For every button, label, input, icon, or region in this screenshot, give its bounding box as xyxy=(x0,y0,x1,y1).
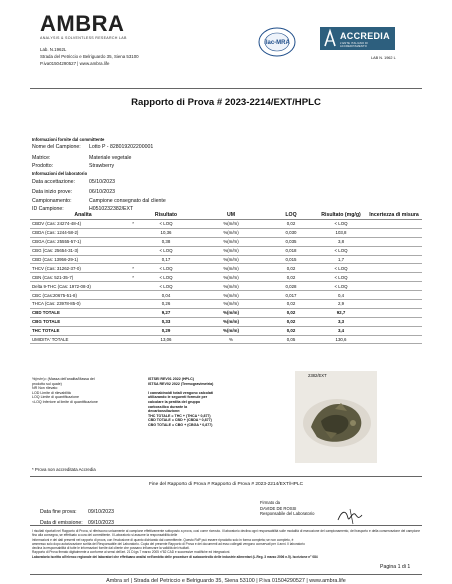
sampling-value: Campione consegnato dal cliente xyxy=(89,198,166,204)
legal-notice xyxy=(32,529,420,559)
product-label: Prodotto: xyxy=(32,163,54,169)
analyte-name: CBD TOTALE xyxy=(32,310,60,316)
cell-result: 0,33 xyxy=(136,317,196,326)
accredia-logo xyxy=(320,27,395,50)
cell-uncertainty xyxy=(366,273,422,282)
legal-line: I risultati riportati nel Rapporto di Prova, si riferiscono unicamente al campione effettivamente sottoposto a prova, così come ricevuto. Il laboratorio declina ogni responsabilità sulle modalità di esecuzione del campionamento, del trasporto e della conservazione del campione fino alla consegna, se effettuato a cura del committente. Il Laboratorio si assume la responsabilità delle xyxy=(32,529,420,538)
matrix-value: Materiale vegetale xyxy=(89,155,132,161)
method-line: ISTSEI REV01 2022 (HPLC) xyxy=(148,377,194,381)
accredia-mark-icon xyxy=(322,27,338,50)
cell-unit: %(m/m) xyxy=(196,237,266,246)
cell-loq: 0,02 xyxy=(266,273,316,282)
cell-loq: 0,02 xyxy=(266,220,316,229)
method-line: CBG TOTALE = CBG + (CBGA * 0,877) xyxy=(148,422,213,427)
legal-line: Laboratorio iscritto all'elenco regionale dei laboratori che effettuano analisi nell'ambito delle procedure di autocontrollo delle industrie alimentari (L.Reg. 3 marzo 2006 n.5). Iscrizione n° 084 xyxy=(32,554,318,559)
method-line: I cannabinoidi totali vengono calcolati xyxy=(148,390,214,395)
cell-result-mg: 2,9 xyxy=(316,300,366,309)
cell-analyte xyxy=(30,282,136,291)
cell-analyte xyxy=(30,300,136,309)
table-row xyxy=(30,317,422,326)
cell-loq: 0,015 xyxy=(266,255,316,264)
cell-uncertainty xyxy=(366,300,422,309)
cell-analyte xyxy=(30,264,136,273)
cell-uncertainty xyxy=(366,308,422,317)
cell-loq: 0,02 xyxy=(266,317,316,326)
table-row xyxy=(30,273,422,282)
cell-uncertainty xyxy=(366,335,422,344)
cell-result-mg: 92,7 xyxy=(316,308,366,317)
cell-result-mg: < LOQ xyxy=(316,282,366,291)
sample-name-label: Nome del Campione: xyxy=(32,144,81,150)
ilac-mra-logo xyxy=(257,25,297,61)
cell-loq: 0,05 xyxy=(266,335,316,344)
cell-result: < LOQ xyxy=(136,282,196,291)
method-line: CBD TOTALE = CBD + (CBDA * 0,877) xyxy=(148,418,212,423)
cell-result: 0,04 xyxy=(136,291,196,300)
note-line: prodotto sul quale) xyxy=(32,381,62,386)
cell-uncertainty xyxy=(366,282,422,291)
cell-uncertainty xyxy=(366,264,422,273)
notes-methods xyxy=(148,377,258,428)
cell-unit: %(m/m) xyxy=(196,273,266,282)
cell-loq: 0,02 xyxy=(266,308,316,317)
analyte-name: THCA (Cas: 23978-85-0) xyxy=(32,301,81,307)
handwritten-signature xyxy=(336,506,366,526)
cell-loq: 0,02 xyxy=(266,300,316,309)
cell-uncertainty xyxy=(366,237,422,246)
col-analyte: Analita xyxy=(30,211,136,220)
report-title: Rapporto di Prova # 2023-2214/EXT/HPLC xyxy=(131,97,321,108)
cell-unit: %(m/m) xyxy=(196,246,266,255)
acceptance-date-value: 05/10/2023 xyxy=(89,179,115,185)
sampling-label: Campionamento: xyxy=(32,198,72,204)
analyte-name: THC TOTALE xyxy=(32,328,60,334)
non-accredited-mark: * xyxy=(132,265,134,271)
cell-analyte xyxy=(30,220,136,229)
table-row xyxy=(30,255,422,264)
lab-address: Strada del Petriccio e Belriguardo 35, Siena 53100 xyxy=(40,54,139,59)
col-loq: LOQ xyxy=(266,211,316,220)
sample-photo xyxy=(295,371,377,463)
table-row xyxy=(30,228,422,237)
cell-uncertainty xyxy=(366,317,422,326)
cell-unit: %(m/m) xyxy=(196,228,266,237)
signature-line1: Firmato da xyxy=(260,500,281,505)
table-row xyxy=(30,264,422,273)
end-of-report-line: Fine del Rapporto di Prova # Rapporto di Prova # 2023-2214/EXT/HPLC xyxy=(148,482,304,487)
cell-analyte xyxy=(30,228,136,237)
lab-contact: P.iva01504290527 | www.ambra.life xyxy=(40,61,110,66)
cell-analyte xyxy=(30,326,136,335)
analyte-name: CBN (Cas: 521-35-7) xyxy=(32,274,74,280)
note-line: NR Non rilevato xyxy=(32,386,58,391)
cell-result: 0,26 xyxy=(136,300,196,309)
results-table xyxy=(30,211,422,344)
photo-label: 2382/EXT xyxy=(308,373,327,378)
method-line: ISTSA REV02 2022 (Termogravimetria) xyxy=(148,381,214,386)
signature-block xyxy=(260,500,314,517)
table-row xyxy=(30,300,422,309)
cell-result-mg: < LOQ xyxy=(316,273,366,282)
table-row xyxy=(30,308,422,317)
method-line: carbossilico durante la xyxy=(148,404,188,409)
issue-date-value: 09/10/2023 xyxy=(88,520,114,526)
cell-result: < LOQ xyxy=(136,246,196,255)
analyte-name: CBDA (Cas: 1244-58-2) xyxy=(32,230,79,236)
notes-divider xyxy=(30,476,422,477)
table-row xyxy=(30,246,422,255)
cell-unit: %(m/m) xyxy=(196,300,266,309)
header-divider xyxy=(30,88,422,89)
cell-unit: %(m/m) xyxy=(196,220,266,229)
cell-loq: 0,018 xyxy=(266,246,316,255)
cell-uncertainty xyxy=(366,291,422,300)
cell-result: 0,38 xyxy=(136,237,196,246)
ambra-logo: AMBRA xyxy=(40,11,125,36)
analyte-name: Delta 9-THC (Cas: 1972-08-3) xyxy=(32,283,91,289)
table-row xyxy=(30,237,422,246)
cell-unit: %(m/m) xyxy=(196,291,266,300)
analyte-name: CBGA (Cas: 25555-57-1) xyxy=(32,239,82,245)
matrix-label: Matrice: xyxy=(32,155,51,161)
lab-number: Lab. N.1962L xyxy=(40,47,67,52)
cell-loq: 0,030 xyxy=(266,228,316,237)
cell-loq: 0,028 xyxy=(266,282,316,291)
note-line: %(m/m)= (Massa dell'analita/Massa del xyxy=(32,377,95,381)
product-value: Strawberry xyxy=(89,163,115,169)
cell-unit: %(m/m) xyxy=(196,255,266,264)
accreditation-footnote: * Prova non accreditata Accredia xyxy=(32,467,96,472)
cell-result: 13,06 xyxy=(136,335,196,344)
cell-unit: %(m/m) xyxy=(196,317,266,326)
cell-result: < LOQ xyxy=(136,273,196,282)
analyte-name: CBD (Cas: 13956-29-1) xyxy=(32,257,79,262)
client-info-heading: Informazioni fornite dal committente xyxy=(32,137,105,142)
lab-address-block xyxy=(40,46,139,67)
cell-unit: %(m/m) xyxy=(196,282,266,291)
cell-result-mg: 3,8 xyxy=(316,237,366,246)
cell-analyte xyxy=(30,291,136,300)
start-date-label: Data inizio prove: xyxy=(32,189,73,195)
cell-analyte xyxy=(30,246,136,255)
accredia-subtitle: L'ENTE ITALIANO DI ACCREDITAMENTO xyxy=(340,42,369,48)
end-date-label: Data fine prova: xyxy=(40,509,77,515)
cell-analyte xyxy=(30,273,136,282)
sample-name-value: Lotto P - 828019202200001 xyxy=(89,144,154,150)
cell-uncertainty xyxy=(366,220,422,229)
cell-uncertainty xyxy=(366,246,422,255)
cell-result-mg: 130,6 xyxy=(316,335,366,344)
note-line: LOQ Limite di quantificazione xyxy=(32,395,79,400)
end-date-value: 09/10/2023 xyxy=(88,509,114,515)
cell-analyte xyxy=(30,255,136,264)
cell-analyte xyxy=(30,237,136,246)
non-accredited-mark: * xyxy=(132,274,134,280)
page-footer: Ambra srl | Strada del Petriccio e Belriguardo 35, Siena 53100 | P.iva 01504290527 | www.ambra.life xyxy=(106,578,346,584)
table-row xyxy=(30,220,422,229)
sample-id-label: ID Campione: xyxy=(32,206,64,212)
cell-result-mg: 3,3 xyxy=(316,317,366,326)
col-result-mg: Risultato (mg/g) xyxy=(316,211,366,220)
analyte-name: UMIDITA' TOTALE xyxy=(32,337,69,343)
legal-divider xyxy=(30,525,422,526)
cell-result: 0,29 xyxy=(136,326,196,335)
ilac-logo-text: ilac-MRA xyxy=(264,40,290,46)
cell-loq: 0,035 xyxy=(266,237,316,246)
cell-analyte xyxy=(30,317,136,326)
acceptance-date-label: Data accettazione: xyxy=(32,179,75,185)
page-number: Pagina 1 di 1 xyxy=(380,564,411,570)
cell-unit: %(m/m) xyxy=(196,308,266,317)
lab-info-heading: Informazioni del laboratorio xyxy=(32,171,88,176)
col-unit: UM xyxy=(196,211,266,220)
cell-analyte xyxy=(30,308,136,317)
cell-uncertainty xyxy=(366,326,422,335)
note-line: <LOQ Inferiore al limite di quantificazione xyxy=(32,399,98,404)
sample-id-value: H0510232382/EXT xyxy=(89,206,134,212)
table-row xyxy=(30,326,422,335)
signature-name: DAVIDE DE ROSSI xyxy=(260,505,297,511)
method-line: utilizzando le seguenti formule per xyxy=(148,395,208,400)
col-result: Risultato xyxy=(136,211,196,220)
cell-loq: 0,02 xyxy=(266,264,316,273)
col-uncertainty: Incertezza di misura xyxy=(366,211,422,220)
cell-result-mg: 103,8 xyxy=(316,228,366,237)
cell-uncertainty xyxy=(366,228,422,237)
method-line: THC TOTALE = THC + (THCA * 0,877) xyxy=(148,413,211,418)
cell-uncertainty xyxy=(366,255,422,264)
cell-result: < LOQ xyxy=(136,220,196,229)
cell-result-mg: 0,4 xyxy=(316,291,366,300)
cell-result: 10,36 xyxy=(136,228,196,237)
cell-result: 0,17 xyxy=(136,255,196,264)
table-row xyxy=(30,335,422,344)
accredia-lab-number: LAB N. 1962 L xyxy=(371,56,396,60)
cell-result-mg: < LOQ xyxy=(316,264,366,273)
cell-result-mg: < LOQ xyxy=(316,246,366,255)
legal-line: declina la responsabilità di tutte le informazioni fornite dal cliente che possano influenzare la validità dei risultati. xyxy=(32,546,190,551)
signature-role: Responsabile del Laboratorio xyxy=(260,511,315,517)
table-header-row xyxy=(30,211,422,220)
cell-result-mg: 1,7 xyxy=(316,255,366,264)
accredia-name: ACCREDIA xyxy=(340,31,390,41)
cell-unit: %(m/m) xyxy=(196,326,266,335)
cell-unit: % xyxy=(196,335,266,344)
cell-result: < LOQ xyxy=(136,264,196,273)
cell-loq: 0,02 xyxy=(266,326,316,335)
analyte-name: CBDV (Cas: 24274-48-4) xyxy=(32,221,82,227)
notes-legend xyxy=(32,377,140,405)
analyte-name: CBG (Cas: 25654-31-3) xyxy=(32,248,79,254)
cell-loq: 0,017 xyxy=(266,291,316,300)
table-row xyxy=(30,291,422,300)
cell-analyte xyxy=(30,335,136,344)
legal-line: Rapporto di Prova firmato digitalmente a conforme ai sensi dell'art. 21 D.lgs 7 marzo 2005 n°82 CAD e successive modifiche ed integrazioni. xyxy=(32,550,231,555)
legal-line: informazioni e dei dati presenti nel rapporto di prova, con l'esclusione di quanto dichiarato dal committente. Questo RdP può essere riprodotto solo in forma completa; se non completo, è xyxy=(32,537,294,542)
cell-result-mg: 3,4 xyxy=(316,326,366,335)
non-accredited-mark: * xyxy=(132,221,134,227)
cell-unit: %(m/m) xyxy=(196,264,266,273)
cell-result-mg: < LOQ xyxy=(316,220,366,229)
method-line: decarbossilazione: xyxy=(148,409,181,414)
logo-subtitle: ANALYSIS & SOLVENTLESS RESEARCH LAB xyxy=(40,36,127,40)
analyte-name: THCV (Cas: 31262-37-0) xyxy=(32,265,81,271)
footer-divider xyxy=(30,574,422,575)
cell-result: 9,27 xyxy=(136,308,196,317)
analyte-name: CBG TOTALE xyxy=(32,319,61,325)
analyte-name: CBC (Cas:20675-51-8) xyxy=(32,292,77,298)
note-line: LOD Limite di rilevabilità xyxy=(32,390,71,395)
legal-line: ammesso solo dopo autorizzazione scritta del Responsabile del Laboratorio. Copia del presente Rapporto di Prova e dei documenti ad esso collegati vengono conservati per 4 anni. Il laboratorio xyxy=(32,541,305,546)
method-line: calcolare la perdita del gruppo xyxy=(148,399,201,404)
table-row xyxy=(30,282,422,291)
start-date-value: 06/10/2023 xyxy=(89,189,115,195)
issue-date-label: Data di emissione: xyxy=(40,520,83,526)
